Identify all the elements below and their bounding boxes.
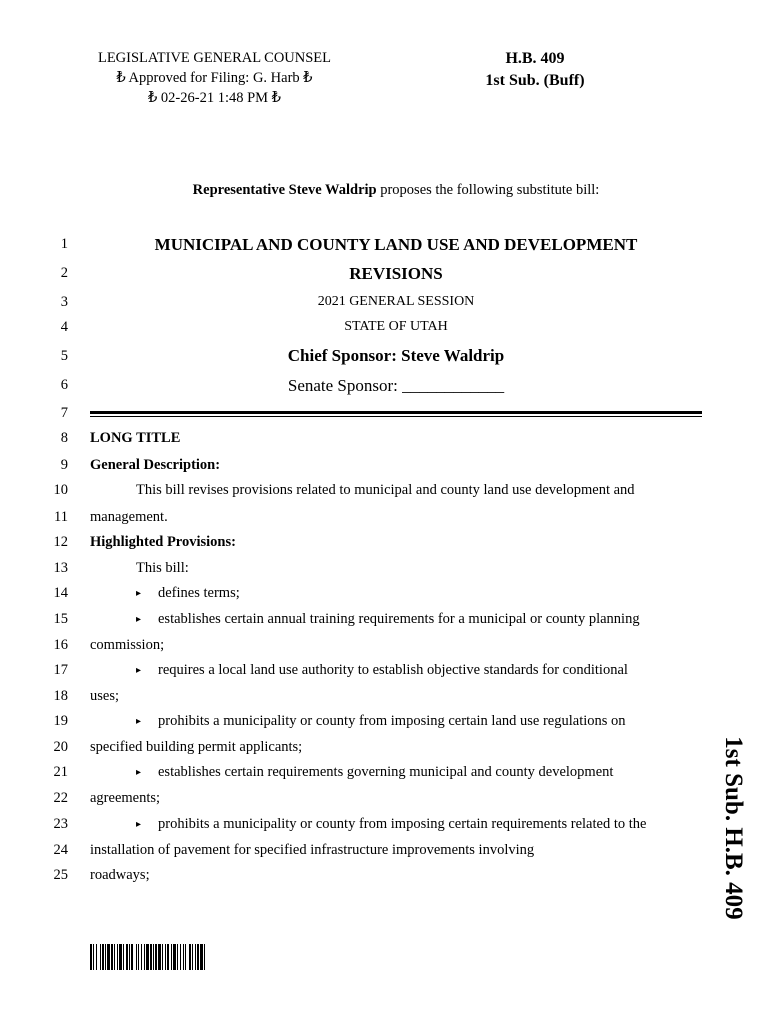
line-number: 14 — [53, 585, 68, 601]
provision-text: prohibits a municipality or county from imposing certain requirements related to the — [158, 816, 647, 832]
line-number: 15 — [53, 611, 68, 627]
line-number: 16 — [53, 637, 68, 653]
line-number: 18 — [53, 688, 68, 704]
line-number: 2 — [60, 265, 68, 281]
line-number: 5 — [60, 348, 68, 364]
provision-continuation: uses; — [90, 688, 119, 704]
chief-sponsor: Chief Sponsor: Steve Waldrip — [287, 346, 505, 365]
bullet-icon: ▸ — [136, 716, 142, 727]
line-number: 11 — [54, 509, 68, 525]
provision-item — [90, 816, 646, 833]
approval-datetime: ₺ 02-26-21 1:48 PM ₺ — [148, 90, 281, 106]
bullet-icon: ▸ — [136, 767, 142, 778]
bullet-icon: ▸ — [136, 819, 142, 830]
line-number: 23 — [53, 816, 68, 832]
bill-id-block — [470, 48, 600, 92]
provision-text: prohibits a municipality or county from imposing certain land use regulations on — [158, 713, 626, 729]
long-title-heading: LONG TITLE — [90, 430, 181, 446]
provision-continuation: installation of pavement for specified infrastructure improvements involving — [90, 842, 535, 858]
provisions-intro: This bill: — [136, 560, 189, 576]
line-number: 17 — [53, 662, 68, 678]
provision-item — [90, 662, 628, 679]
double-rule-bottom — [90, 416, 702, 417]
line-number: 25 — [53, 867, 68, 883]
description-line: management. — [90, 509, 168, 525]
provision-text: establishes certain requirements governing municipal and county development — [158, 764, 614, 780]
provision-text: requires a local land use authority to establish objective standards for conditional — [158, 662, 628, 678]
provision-item — [90, 585, 240, 602]
substitute-label: 1st Sub. (Buff) — [485, 72, 585, 89]
bullet-icon: ▸ — [136, 614, 142, 625]
side-bill-tag: 1st Sub. H.B. 409 — [720, 736, 747, 920]
provision-continuation: commission; — [90, 637, 165, 653]
line-number: 1 — [60, 236, 68, 252]
line-number: 3 — [60, 294, 68, 310]
provision-item — [90, 713, 626, 730]
barcode-image — [90, 944, 284, 970]
state-label: STATE OF UTAH — [344, 319, 448, 334]
sponsor-intro-rest: proposes the following substitute bill: — [376, 182, 600, 198]
provision-text: establishes certain annual training requirements for a municipal or county planning — [158, 611, 640, 627]
line-number: 10 — [53, 482, 68, 498]
session-label: 2021 GENERAL SESSION — [317, 294, 475, 309]
provision-item — [90, 764, 613, 781]
line-number: 9 — [60, 457, 68, 473]
sponsor-intro — [90, 182, 702, 199]
line-number: 6 — [60, 377, 68, 393]
provision-continuation: specified building permit applicants; — [90, 739, 303, 755]
highlighted-provisions-heading: Highlighted Provisions: — [90, 534, 236, 550]
line-number: 19 — [53, 713, 68, 729]
bullet-icon: ▸ — [136, 588, 142, 599]
double-rule-top — [90, 411, 702, 414]
provision-text: defines terms; — [158, 585, 240, 601]
provision-continuation: agreements; — [90, 790, 161, 806]
bill-title-line-1: MUNICIPAL AND COUNTY LAND USE AND DEVELOPMENT — [154, 235, 638, 254]
line-number: 8 — [60, 430, 68, 446]
line-number: 20 — [53, 739, 68, 755]
sponsor-name: Representative Steve Waldrip — [192, 182, 377, 198]
line-number: 13 — [53, 560, 68, 576]
drafting-office: LEGISLATIVE GENERAL COUNSEL — [97, 50, 332, 66]
line-number: 24 — [53, 842, 68, 858]
senate-sponsor: Senate Sponsor: ____________ — [287, 376, 505, 395]
bullet-icon: ▸ — [136, 665, 142, 676]
description-line: This bill revises provisions related to municipal and county land use development and — [136, 482, 635, 498]
line-number: 22 — [53, 790, 68, 806]
drafting-office-block — [92, 48, 337, 108]
bill-number: H.B. 409 — [505, 50, 565, 67]
line-number: 12 — [53, 534, 68, 550]
line-number: 4 — [60, 319, 68, 335]
general-description-heading: General Description: — [90, 457, 221, 473]
provision-continuation: roadways; — [90, 867, 150, 883]
provision-item — [90, 611, 640, 628]
line-number: 21 — [53, 764, 68, 780]
approval-line: ₺ Approved for Filing: G. Harb ₺ — [116, 70, 313, 86]
line-number: 7 — [60, 405, 68, 421]
bill-title-line-2: REVISIONS — [349, 264, 443, 283]
